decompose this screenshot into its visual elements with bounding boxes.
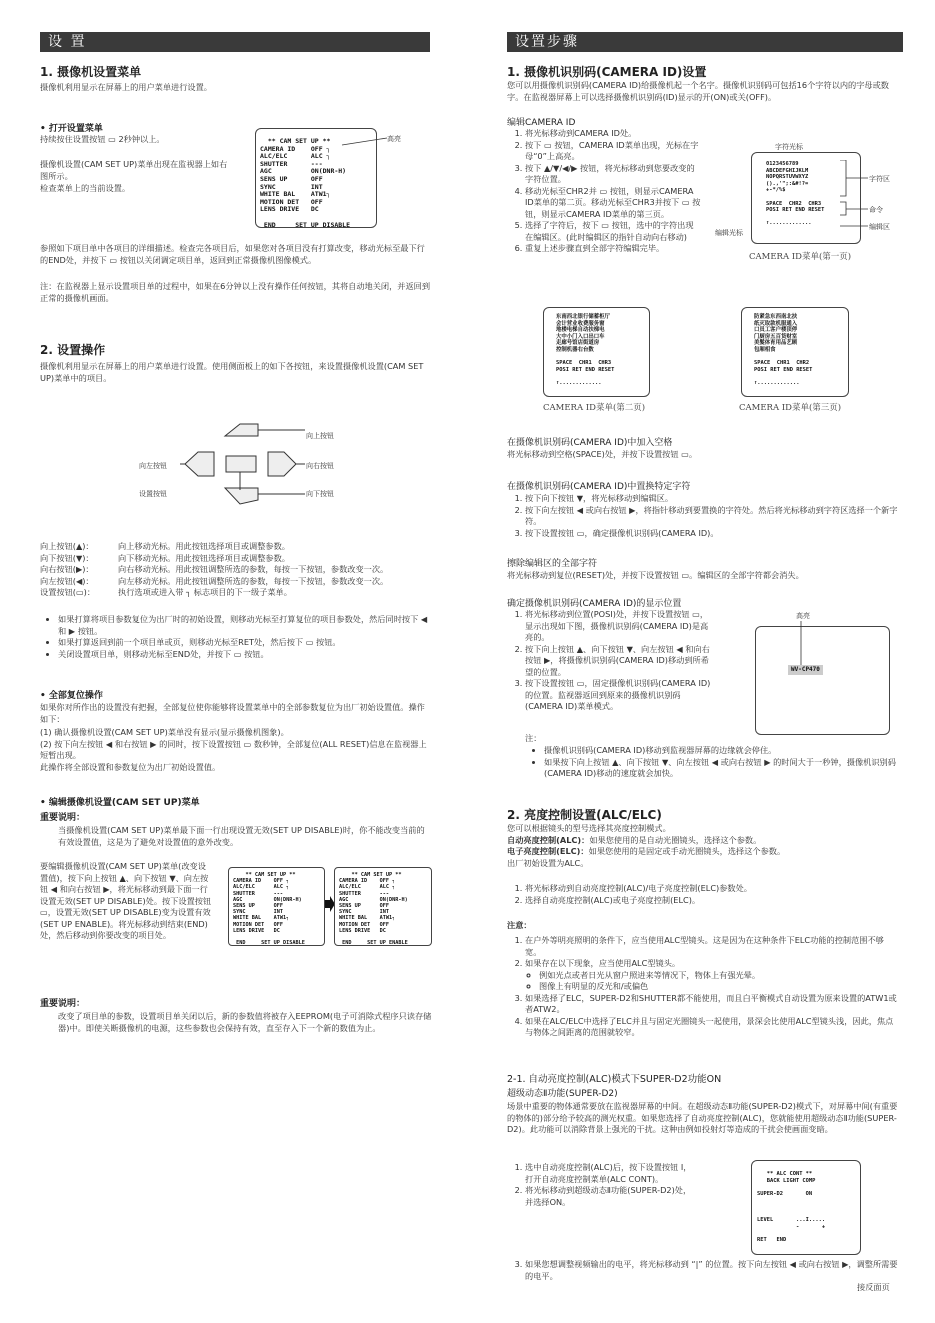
edit-cursor-label: 编辑光标 — [715, 229, 743, 237]
camera-id-steps — [511, 128, 701, 255]
s21-steps — [511, 1162, 693, 1208]
replace-steps — [511, 493, 899, 539]
s21-step3 — [511, 1259, 899, 1282]
caption-page2: CAMERA ID菜单(第二页) — [543, 403, 646, 413]
open-menu-text3: 检查菜单上的当前设置。 — [40, 183, 131, 193]
alc-intro: 您可以根据镜头的型号选择其亮度控制模式。 — [507, 823, 671, 833]
s1-intro: 摄像机利用显示在屏幕上的用户菜单进行设置。 — [40, 82, 212, 92]
camera-id-step: 5. 选择了字符后，按下 ▭ 按钮，选中的字符出现在编辑区。(此时编辑区的指针自动向右移动) — [525, 220, 701, 243]
s21-intro: 场景中重要的物体通常要放在监视器屏幕的中间。在超级动态Ⅱ功能(SUPER-D2)模式下，对屏幕中间(有重要的物体的)部分给予较高的测光权重。如果您选择了自动亮度控制(ALC)，您就能使用超级动态Ⅱ功能(SUPER-D2)。此功能可以消除背景上强光的干扰。这种由例如投射灯等造成的干扰会使画面变暗。 — [507, 1101, 898, 1134]
notice-item: 3. 如果选择了ELC，SUPER-D2和SHUTTER都不能使用，而且白平衡模式自动设置为原来设置的ATW1或者ATW2。 — [525, 993, 899, 1016]
alc-step: 1. 将光标移动到自动亮度控制(ALC)/电子亮度控制(ELC)参数处。 — [525, 883, 899, 895]
label-right-button: 向右按钮 — [306, 462, 334, 470]
reset-title: • 全部复位操作 — [40, 691, 103, 701]
notice-list — [511, 935, 899, 1039]
important2-text: 改变了项目单的参数，设置项目单关闭以后，新的参数值将被存入EEPROM(电子可消除式程序只读存储器)中。即使关断摄像机的电源，这些参数也会保持有效，直至存入下一个新的数值为止。 — [58, 1011, 432, 1033]
menu-after: ** CAM SET UP ** CAMERA ID OFF ┐ ALC/ELC ALC ┐ SHUTTER --- AGC ON(DNR-H) SENS UP OFF SYNC INT WHITE BAL ATW1┐ MOTION DET OFF LENS DRIVE DC END SET UP ENABLE — [339, 872, 408, 947]
important1-text: 当摄像机设置(CAM SET UP)菜单最下面一行出现设置无效(SET UP DISABLE)时，你不能改变当前的有效设置值，这是为了避免对设置值的意外改变。 — [58, 825, 425, 847]
position-pointer — [795, 619, 807, 667]
edit-camera-id-title: 编辑CAMERA ID — [507, 118, 576, 128]
edit-instructions: 要编辑摄像机设置(CAM SET UP)菜单(改变设置值)，按下向上按钮 ▲、向下按钮 ▼、向左按钮 ◀ 和向右按钮 ▶，将光标移动到最下面一行设置无效(SET UP DISABLE)处。按下设置按钮 ▭，设置无效(SET UP DISABLE)变为设置有效(SET UP ENABLE)。将光标移动到结束(END)处，然后移动到你要改变的项目处。 — [40, 861, 212, 940]
s21-step: 1. 选中自动亮度控制(ALC)后，按下设置按钮 Ⅰ，打开自动亮度控制菜单(ALC CONT)。 — [525, 1162, 693, 1185]
camera-id-page2-screen — [543, 307, 650, 397]
alc-desc: 自动亮度控制(ALC)：如果您使用的是自动光圈镜头，选择这个参数。 — [507, 834, 762, 845]
reset-step: (2) 按下向左按钮 ◀ 和右按钮 ▶ 的同时，按下设置按钮 ▭ 数秒钟，全部复位(ALL RESET)信息在监视器上短暂出现。 — [40, 738, 427, 760]
position-step: 1. 将光标移动到位置(POSI)处，并按下设置按钮 ▭，显示出现如下图，摄像机识别码(CAMERA ID)是高亮的。 — [525, 609, 711, 644]
bullet-item: • 关闭设置项目单，则移动光标至END处，并按下 ▭ 按钮。 — [58, 649, 432, 661]
reset-text: 如果你对所作出的设置没有把握，全部复位使你能够将设置菜单中的全部参数复位为出厂初始设置值。操作如下： — [40, 702, 425, 724]
replace-step: 1. 按下向下按钮 ▼，将光标移动到编辑区。 — [525, 493, 899, 505]
s21-subtitle: 超级动态Ⅱ功能(SUPER-D2) — [507, 1089, 618, 1099]
r-s1-intro: 您可以用摄像机识别码(CAMERA ID)给摄像机起一个名字。摄像机识别码可包括16个字符以内的字母或数字。在监视器屏幕上可以选择摄像机识别码(ID)显示的开(ON)或关(OFF)。 — [507, 80, 889, 102]
camera-id-page3-screen — [741, 307, 849, 397]
position-highlight-label: 高亮 — [796, 612, 810, 620]
char-area-label: 字符区 — [869, 175, 890, 183]
replace-step: 3. 按下设置按钮 ▭，确定摄像机识别码(CAMERA ID)。 — [525, 528, 899, 540]
label-down-button: 向下按钮 — [306, 490, 334, 498]
menu-before: ** CAM SET UP ** CAMERA ID OFF ┐ ALC/ELC ALC ┐ SHUTTER --- AGC ON(DNR-H) SENS UP OFF SYNC INT WHITE BAL ATW1┐ MOTION DET OFF LENS DRIVE DC END SET UP DISABLE — [233, 872, 305, 947]
bullet-item: • 如果打算将项目参数复位为出厂时的初始设置，则移动光标至打算复位的项目参数处，然后同时按下 ◀ 和 ▶ 按钮。 — [58, 614, 432, 637]
replace-title: 在摄像机识别码(CAMERA ID)中置换特定字符 — [507, 482, 691, 492]
space-text: 将光标移动到空格(SPACE)处，并按下设置按钮 ▭。 — [507, 449, 698, 459]
key-row: 设置按钮(▭)： 执行选项或进入带 ┐ 标志项目的下一级子菜单。 — [40, 587, 292, 597]
command-label: 命令 — [869, 206, 883, 214]
position-step: 3. 按下设置按钮 ▭，固定摄像机识别码(CAMERA ID)的位置。监视器返回到原来的摄像机识别码(CAMERA ID)菜单模式。 — [525, 678, 711, 713]
key-row: 向左按钮(◀)： 向左移动光标。用此按钮调整所选的参数，每按一下按钮，参数改变一次。 — [40, 575, 389, 586]
note-item: • 如果按下向上按钮 ▲、向下按钮 ▼、向左按钮 ◀ 或向右按钮 ▶ 的时间大于一秒钟，摄像机识别码(CAMERA ID)移动的速度就会加快。 — [544, 757, 898, 780]
highlight-pointer — [340, 133, 390, 147]
reset-step: (1) 确认摄像机设置(CAM SET UP)菜单没有显示(显示摄像机图象)。 — [40, 727, 289, 737]
position-step: 2. 按下向上按钮 ▲、向下按钮 ▼、向左按钮 ◀ 和向右按钮 ▶，将摄像机识别码(CAMERA ID)移动到所希望的位置。 — [525, 644, 711, 679]
highlight-label: 高亮 — [387, 135, 401, 143]
open-menu-text1: 持续按住设置按钮 ▭ 2秒钟以上。 — [40, 134, 165, 144]
button-cross-diagram — [180, 420, 310, 510]
edit-area-label: 编辑区 — [869, 223, 890, 231]
bullet-item: • 如果打算返回到前一个项目单或页，则移动光标至RET处，然后按下 ▭ 按钮。 — [58, 637, 432, 649]
menu-after-screen — [334, 867, 432, 946]
key-row: 向下按钮(▼)： 向下移动光标。用此按钮选择项目或调整参数。 — [40, 552, 290, 563]
label-left-button: 向左按钮 — [139, 462, 167, 470]
replace-step: 2. 按下向左按钮 ◀ 或向右按钮 ▶，将指针移动到要置换的字符处。然后将光标移动到字符区选择一个新字符。 — [525, 505, 899, 528]
notice-item: 4. 如果在ALC/ELC中选择了ELC并且与固定光圈镜头一起使用，景深会比使用ALC型镜头浅，因此，焦点与物体之间距离的范围就较窄。 — [525, 1016, 899, 1039]
key-row: 向上按钮(▲)： 向上移动光标。用此按钮选择项目或调整参数。 — [40, 541, 290, 551]
elc-desc: 电子亮度控制(ELC)：如果您使用的是固定或手动光圈镜头，选择这个参数。 — [507, 846, 786, 856]
continued-footer: 接反面页 — [857, 1282, 890, 1292]
r-s2-title: 2. 亮度控制设置(ALC/ELC) — [507, 808, 662, 822]
notes-list — [530, 745, 898, 780]
key-row: 向右按钮(▶)： 向右移动光标。用此按钮调整所选的参数，每按一下按钮，参数改变一次。 — [40, 564, 389, 574]
edit-title: • 编辑摄像机设置(CAM SET UP)菜单 — [40, 798, 200, 808]
camera-id-step: 3. 按下 ▲/▼/◀/▶ 按钮，将光标移动到您要改变的字符位置。 — [525, 163, 701, 186]
key-descriptions — [40, 541, 435, 599]
sub-notice-item: ◦ 图像上有明显的反光和/或偏色 — [539, 981, 899, 993]
position-screen — [755, 626, 890, 735]
alc-default: 出厂初始设置为ALC。 — [507, 857, 589, 868]
position-steps — [511, 609, 711, 713]
erase-title: 擦除编辑区的全部字符 — [507, 559, 598, 569]
position-camera-id: WV-CP470 — [788, 665, 823, 675]
reset-steps — [40, 727, 432, 773]
caption-page3: CAMERA ID菜单(第三页) — [739, 403, 842, 413]
camera-id-step: 1. 将光标移动到CAMERA ID处。 — [525, 128, 701, 140]
s21-step: 3. 如果您想调整视频输出的电平，将光标移动到 “|” 的位置。按下向左按钮 ◀ 或向右按钮 ▶，调整所需要的电平。 — [525, 1259, 899, 1282]
right-section-title: 设置步骤 — [507, 32, 903, 52]
notice-title: 注意： — [507, 920, 532, 930]
note-item: • 摄像机识别码(CAMERA ID)移动到监视器屏幕的边缘就会停住。 — [544, 745, 898, 757]
area-brackets — [840, 160, 870, 230]
alc-steps — [511, 883, 899, 906]
space-title: 在摄像机识别码(CAMERA ID)中加入空格 — [507, 438, 673, 448]
camera-id-page1-menu: 0123456789 ABCDEFGHIJKLM NOPQRSTUVWXYZ ().,'";:&#!?= +-*/%$ SPACE CHR2 CHR3 POSI RET END RESET ↑............. — [766, 161, 825, 227]
s1-note: 注：在监视器上显示设置项目单的过程中，如果在6分钟以上没有操作任何按钮，其将自动地关闭，并返回到正常的摄像机画面。 — [40, 281, 431, 303]
s2-intro: 摄像机利用显示在屏幕上的用户菜单进行设置。使用侧面板上的如下各按钮，来设置摄像机设置(CAM SET UP)菜单中的项目。 — [40, 361, 424, 383]
r-s2-intro — [507, 823, 899, 869]
reset-step: 此操作将全部设置和参数复位为出厂初始设置值。 — [40, 761, 221, 772]
s1-detail: 参照如下项目单中各项目的详细描述。检查完各项目后，如果您对各项目没有打算改变，移动光标至最下行的END处，并按下 ▭ 按钮以关闭调定项目单，返回到正常摄像机图像模式。 — [40, 243, 425, 265]
camera-id-step: 4. 移动光标至CHR2并 ▭ 按钮，则显示CAMERA ID菜单的第二页。移动光标至CHR3并按下 ▭ 按钮，则显示CAMERA ID菜单的第三页。 — [525, 186, 701, 221]
open-menu-title: • 打开设置菜单 — [40, 124, 103, 134]
s1-title: 1. 摄像机设置菜单 — [40, 65, 142, 79]
camera-id-page3-menu: 防紧急东西南北扶 纸灭取款机服通入 口员工客户楼顶停 门厨房五百货财室 美髮体育用品艺顾 包厢相食 SPACE CHR1 CHR2 POSI RET END RESET ↑............. — [754, 314, 813, 386]
alc-cont-menu: ** ALC CONT ** BACK LIGHT COMP SUPER-D2 ON LEVEL ...I..... - + RET END — [757, 1171, 826, 1243]
alc-step: 2. 选择自动亮度控制(ALC)或电子亮度控制(ELC)。 — [525, 895, 899, 907]
s21-title: 2-1. 自动亮度控制(ALC)模式下SUPER-D2功能ON — [507, 1074, 722, 1085]
notice-item: 2. 如果存在以下现象，应当使用ALC型镜头。 ◦ 例如光点或者日光从窗户照进来等情况下，物体上有强光晕。 ◦ 图像上有明显的反光和/或偏色 — [525, 958, 899, 993]
camera-id-step: 6. 重复上述步骤直到全部字符编辑完毕。 — [525, 243, 701, 255]
alc-cont-screen — [751, 1160, 861, 1255]
s2-bullets — [44, 614, 432, 660]
camera-id-step: 2. 按下 ▭ 按钮，CAMERA ID菜单出现，光标在字母“0”上高亮。 — [525, 140, 701, 163]
s21-step: 2. 将光标移动到超级动态Ⅱ功能(SUPER-D2)处，并选择ON。 — [525, 1185, 693, 1208]
position-title: 确定摄像机识别码(CAMERA ID)的显示位置 — [507, 599, 682, 609]
label-set-button: 设置按钮 — [139, 490, 167, 498]
camera-id-page2-menu: 东南西北银行储蓄柜厅 会计营业收费服务窗 地楼电梯自动扶梯电 大中小门入口出口车 走廊号馆店街道房 控制机器右台数 SPACE CHR1 CHR3 POSI RET END RESET ↑............. — [556, 314, 615, 386]
caption-page1: CAMERA ID菜单(第一页) — [749, 252, 852, 262]
r-s1-title: 1. 摄像机识别码(CAMERA ID)设置 — [507, 65, 707, 79]
open-menu-text2: 摄像机设置(CAM SET UP)菜单出现在监视器上如右图所示。 — [40, 159, 228, 181]
left-section-title: 设 置 — [40, 32, 430, 52]
cam-setup-menu: ** CAM SET UP ** CAMERA ID OFF ┐ ALC/ELC ALC ┐ SHUTTER --- AGC ON(DNR-H) SENS UP OFF SYNC INT WHITE BAL ATW1┐ MOTION DET OFF LENS DRIVE DC END SET UP DISABLE — [260, 137, 351, 229]
erase-text: 将光标移动到复位(RESET)处，并按下设置按钮 ▭。编辑区的全部字符都会消失。 — [507, 570, 804, 580]
important2-label: 重要说明： — [40, 999, 86, 1009]
sub-notice-item: ◦ 例如光点或者日光从窗户照进来等情况下，物体上有强光晕。 — [539, 970, 899, 982]
notes-label: 注： — [525, 733, 542, 743]
label-up-button: 向上按钮 — [306, 432, 334, 440]
notice-item: 1. 在户外等明亮照明的条件下，应当使用ALC型镜头。这是因为在这种条件下ELC功能的控制范围不够宽。 — [525, 935, 899, 958]
menu-before-screen — [228, 867, 325, 946]
important1-label: 重要说明： — [40, 813, 86, 823]
s2-title: 2. 设置操作 — [40, 343, 106, 357]
char-cursor-label: 字符光标 — [775, 143, 803, 151]
